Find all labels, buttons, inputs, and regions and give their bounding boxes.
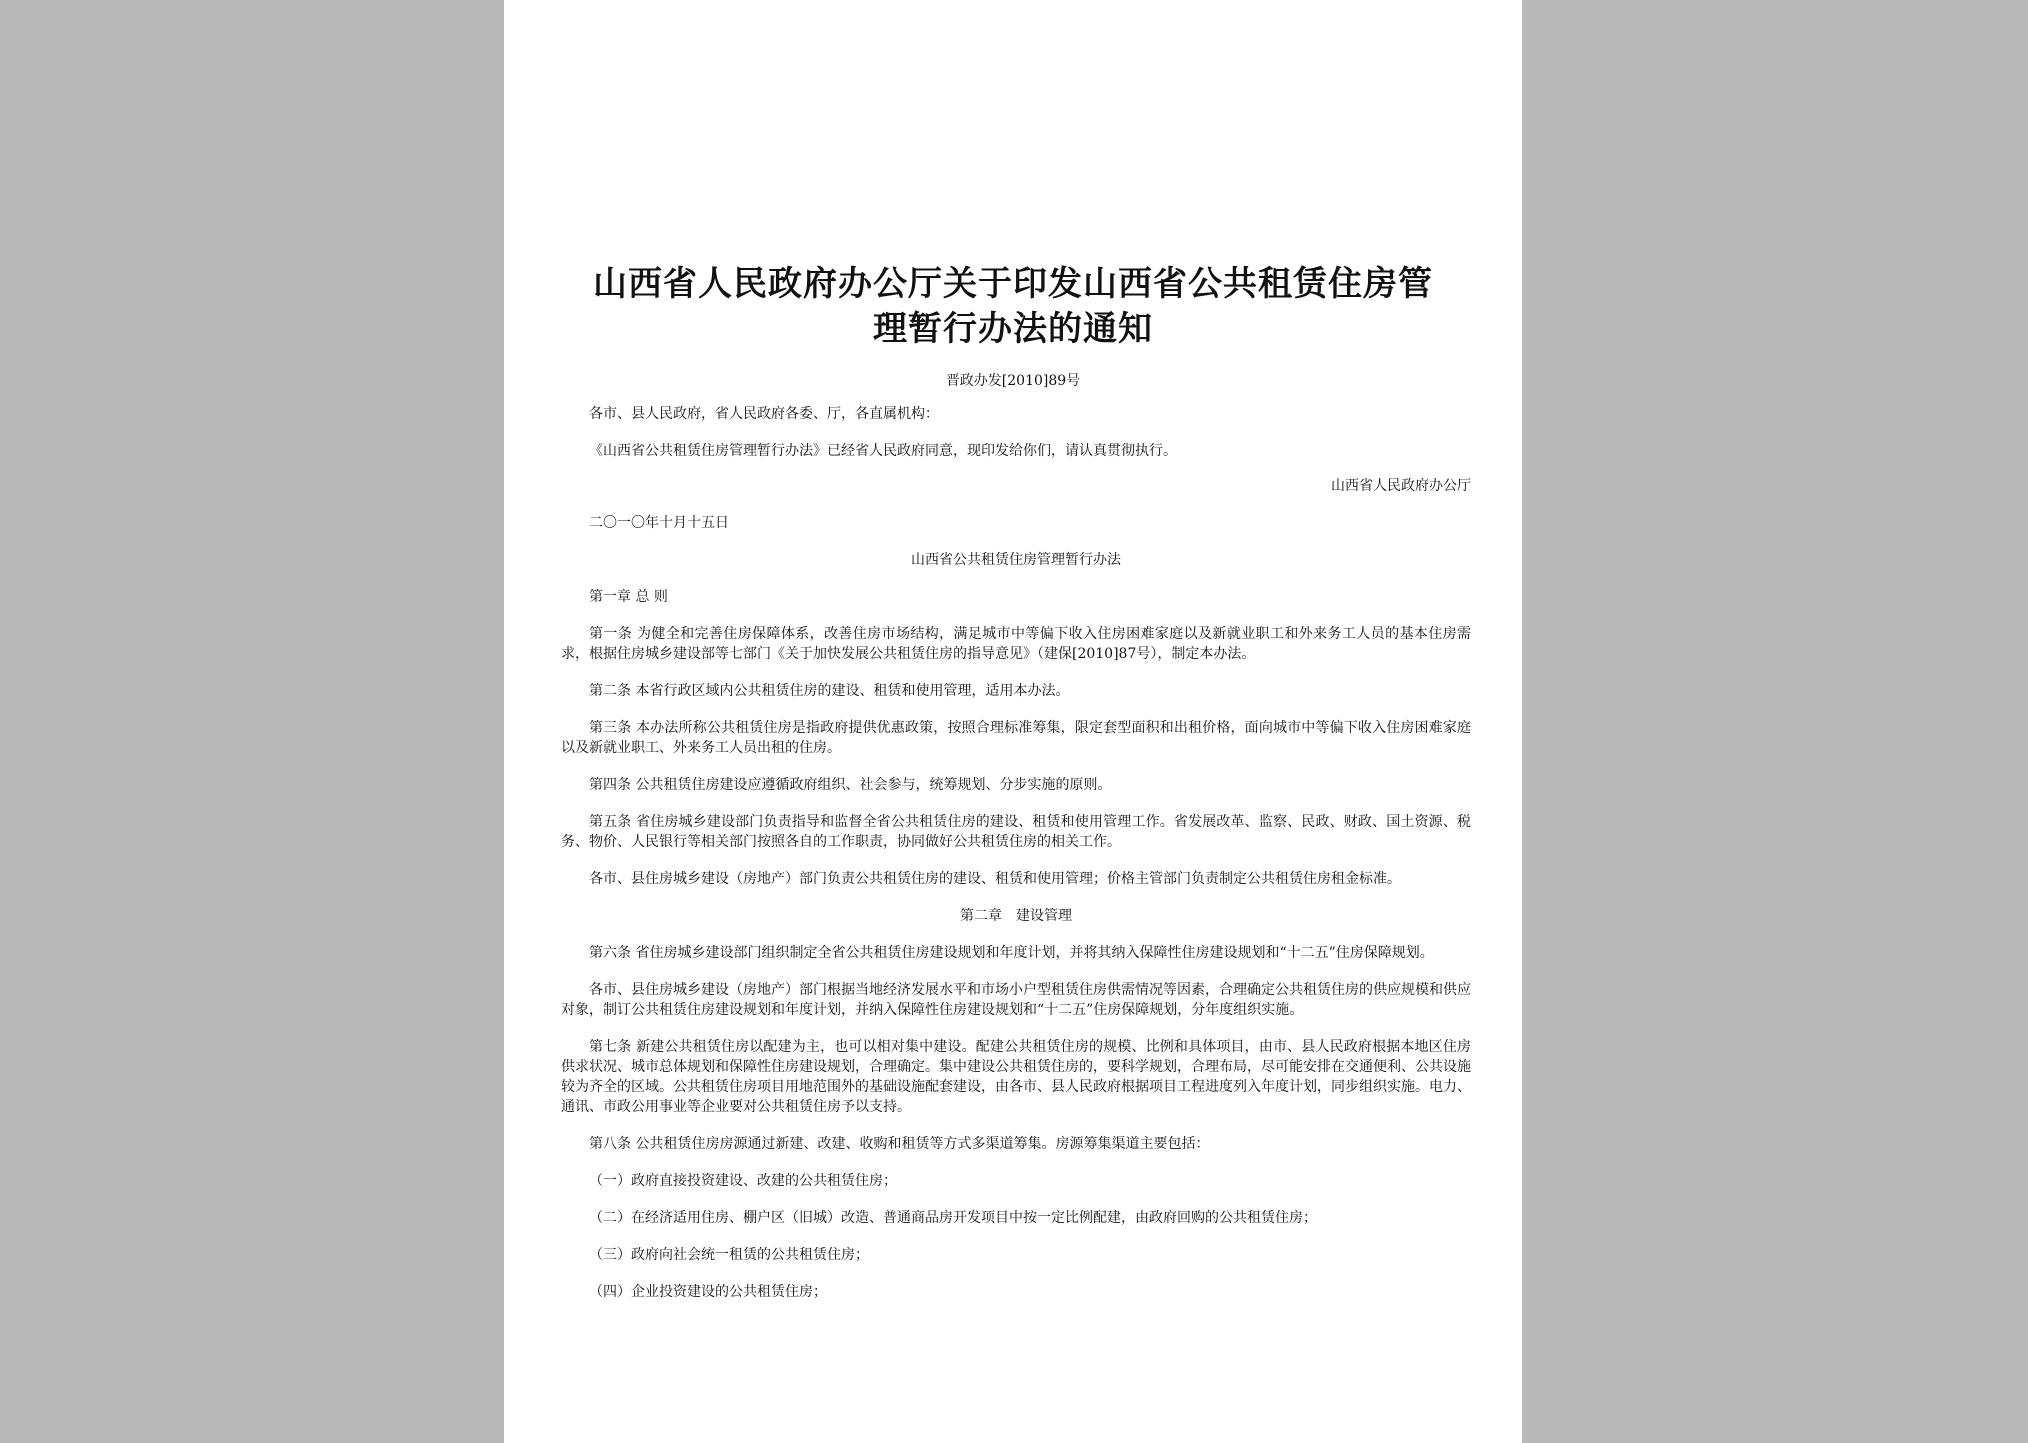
regulation-subtitle: 山西省公共租赁住房管理暂行办法 (911, 552, 1121, 568)
article-6-paragraph-2: 各市、县住房城乡建设（房地产）部门根据当地经济发展水平和市场小户型租赁住房供需情况等因素，合理确定公共租赁住房的供应规模和供应对象，制订公共租赁住房建设规划和年度计划，并纳入保障性住房建设规划和“十二五”住房保障规划，分年度组织实施。 (561, 982, 1471, 1018)
article-4: 第四条 公共租赁住房建设应遵循政府组织、社会参与，统筹规划、分步实施的原则。 (589, 777, 1112, 793)
issue-date: 二〇一〇年十月十五日 (589, 515, 729, 531)
article-5: 第五条 省住房城乡建设部门负责指导和监督全省公共租赁住房的建设、租赁和使用管理工作。省发展改革、监察、民政、财政、国土资源、税务、物价、人民银行等相关部门按照各自的工作职责，协同做好公共租赁住房的相关工作。 (561, 814, 1471, 850)
list-item-1: （一）政府直接投资建设、改建的公共租赁住房； (589, 1173, 897, 1189)
document-body (561, 404, 1471, 1319)
article-8: 第八条 公共租赁住房房源通过新建、改建、收购和租赁等方式多渠道筹集。房源筹集渠道主要包括： (589, 1136, 1210, 1152)
document-title (564, 262, 1462, 352)
article-5-paragraph-2: 各市、县住房城乡建设（房地产）部门负责公共租赁住房的建设、租赁和使用管理；价格主管部门负责制定公共租赁住房租金标准。 (589, 871, 1401, 887)
article-2: 第二条 本省行政区域内公共租赁住房的建设、租赁和使用管理，适用本办法。 (589, 683, 1070, 699)
list-item-3: （三）政府向社会统一租赁的公共租赁住房； (589, 1247, 869, 1263)
list-item-2: （二）在经济适用住房、棚户区（旧城）改造、普通商品房开发项目中按一定比例配建，由政府回购的公共租赁住房； (589, 1210, 1317, 1226)
list-item-4: （四）企业投资建设的公共租赁住房； (589, 1284, 827, 1300)
chapter-1-heading: 第一章 总 则 (589, 589, 668, 605)
addressee: 各市、县人民政府，省人民政府各委、厅，各直属机构： (589, 406, 939, 422)
document-page (504, 0, 1522, 1443)
article-3: 第三条 本办法所称公共租赁住房是指政府提供优惠政策，按照合理标准筹集，限定套型面积和出租价格，面向城市中等偏下收入住房困难家庭以及新就业职工、外来务工人员出租的住房。 (561, 720, 1471, 756)
article-7: 第七条 新建公共租赁住房以配建为主，也可以相对集中建设。配建公共租赁住房的规模、比例和具体项目，由市、县人民政府根据本地区住房供求状况、城市总体规划和保障性住房建设规划，合理确定。集中建设公共租赁住房的，要科学规划，合理布局，尽可能安排在交通便利、公共设施较为齐全的区域。公共租赁住房项目用地范围外的基础设施配套建设，由各市、县人民政府根据项目工程进度列入年度计划，同步组织实施。电力、通讯、市政公用事业等企业要对公共租赁住房予以支持。 (561, 1039, 1471, 1115)
chapter-2-heading: 第二章 建设管理 (960, 908, 1072, 924)
title-line-1: 山西省人民政府办公厅关于印发山西省公共租赁住房管 (593, 264, 1433, 304)
title-line-2: 理暂行办法的通知 (873, 309, 1153, 349)
article-1: 第一条 为健全和完善住房保障体系，改善住房市场结构，满足城市中等偏下收入住房困难家庭以及新就业职工和外来务工人员的基本住房需求，根据住房城乡建设部等七部门《关于加快发展公共租赁住房的指导意见》（建保[2010]87号），制定本办法。 (561, 626, 1471, 662)
intro-paragraph: 《山西省公共租赁住房管理暂行办法》已经省人民政府同意，现印发给你们，请认真贯彻执行。 (589, 443, 1177, 459)
article-6: 第六条 省住房城乡建设部门组织制定全省公共租赁住房建设规划和年度计划，并将其纳入保障性住房建设规划和“十二五”住房保障规划。 (589, 945, 1434, 961)
document-number: 晋政办发[2010]89号 (945, 373, 1081, 389)
issuer-signature: 山西省人民政府办公厅 (1331, 478, 1471, 494)
